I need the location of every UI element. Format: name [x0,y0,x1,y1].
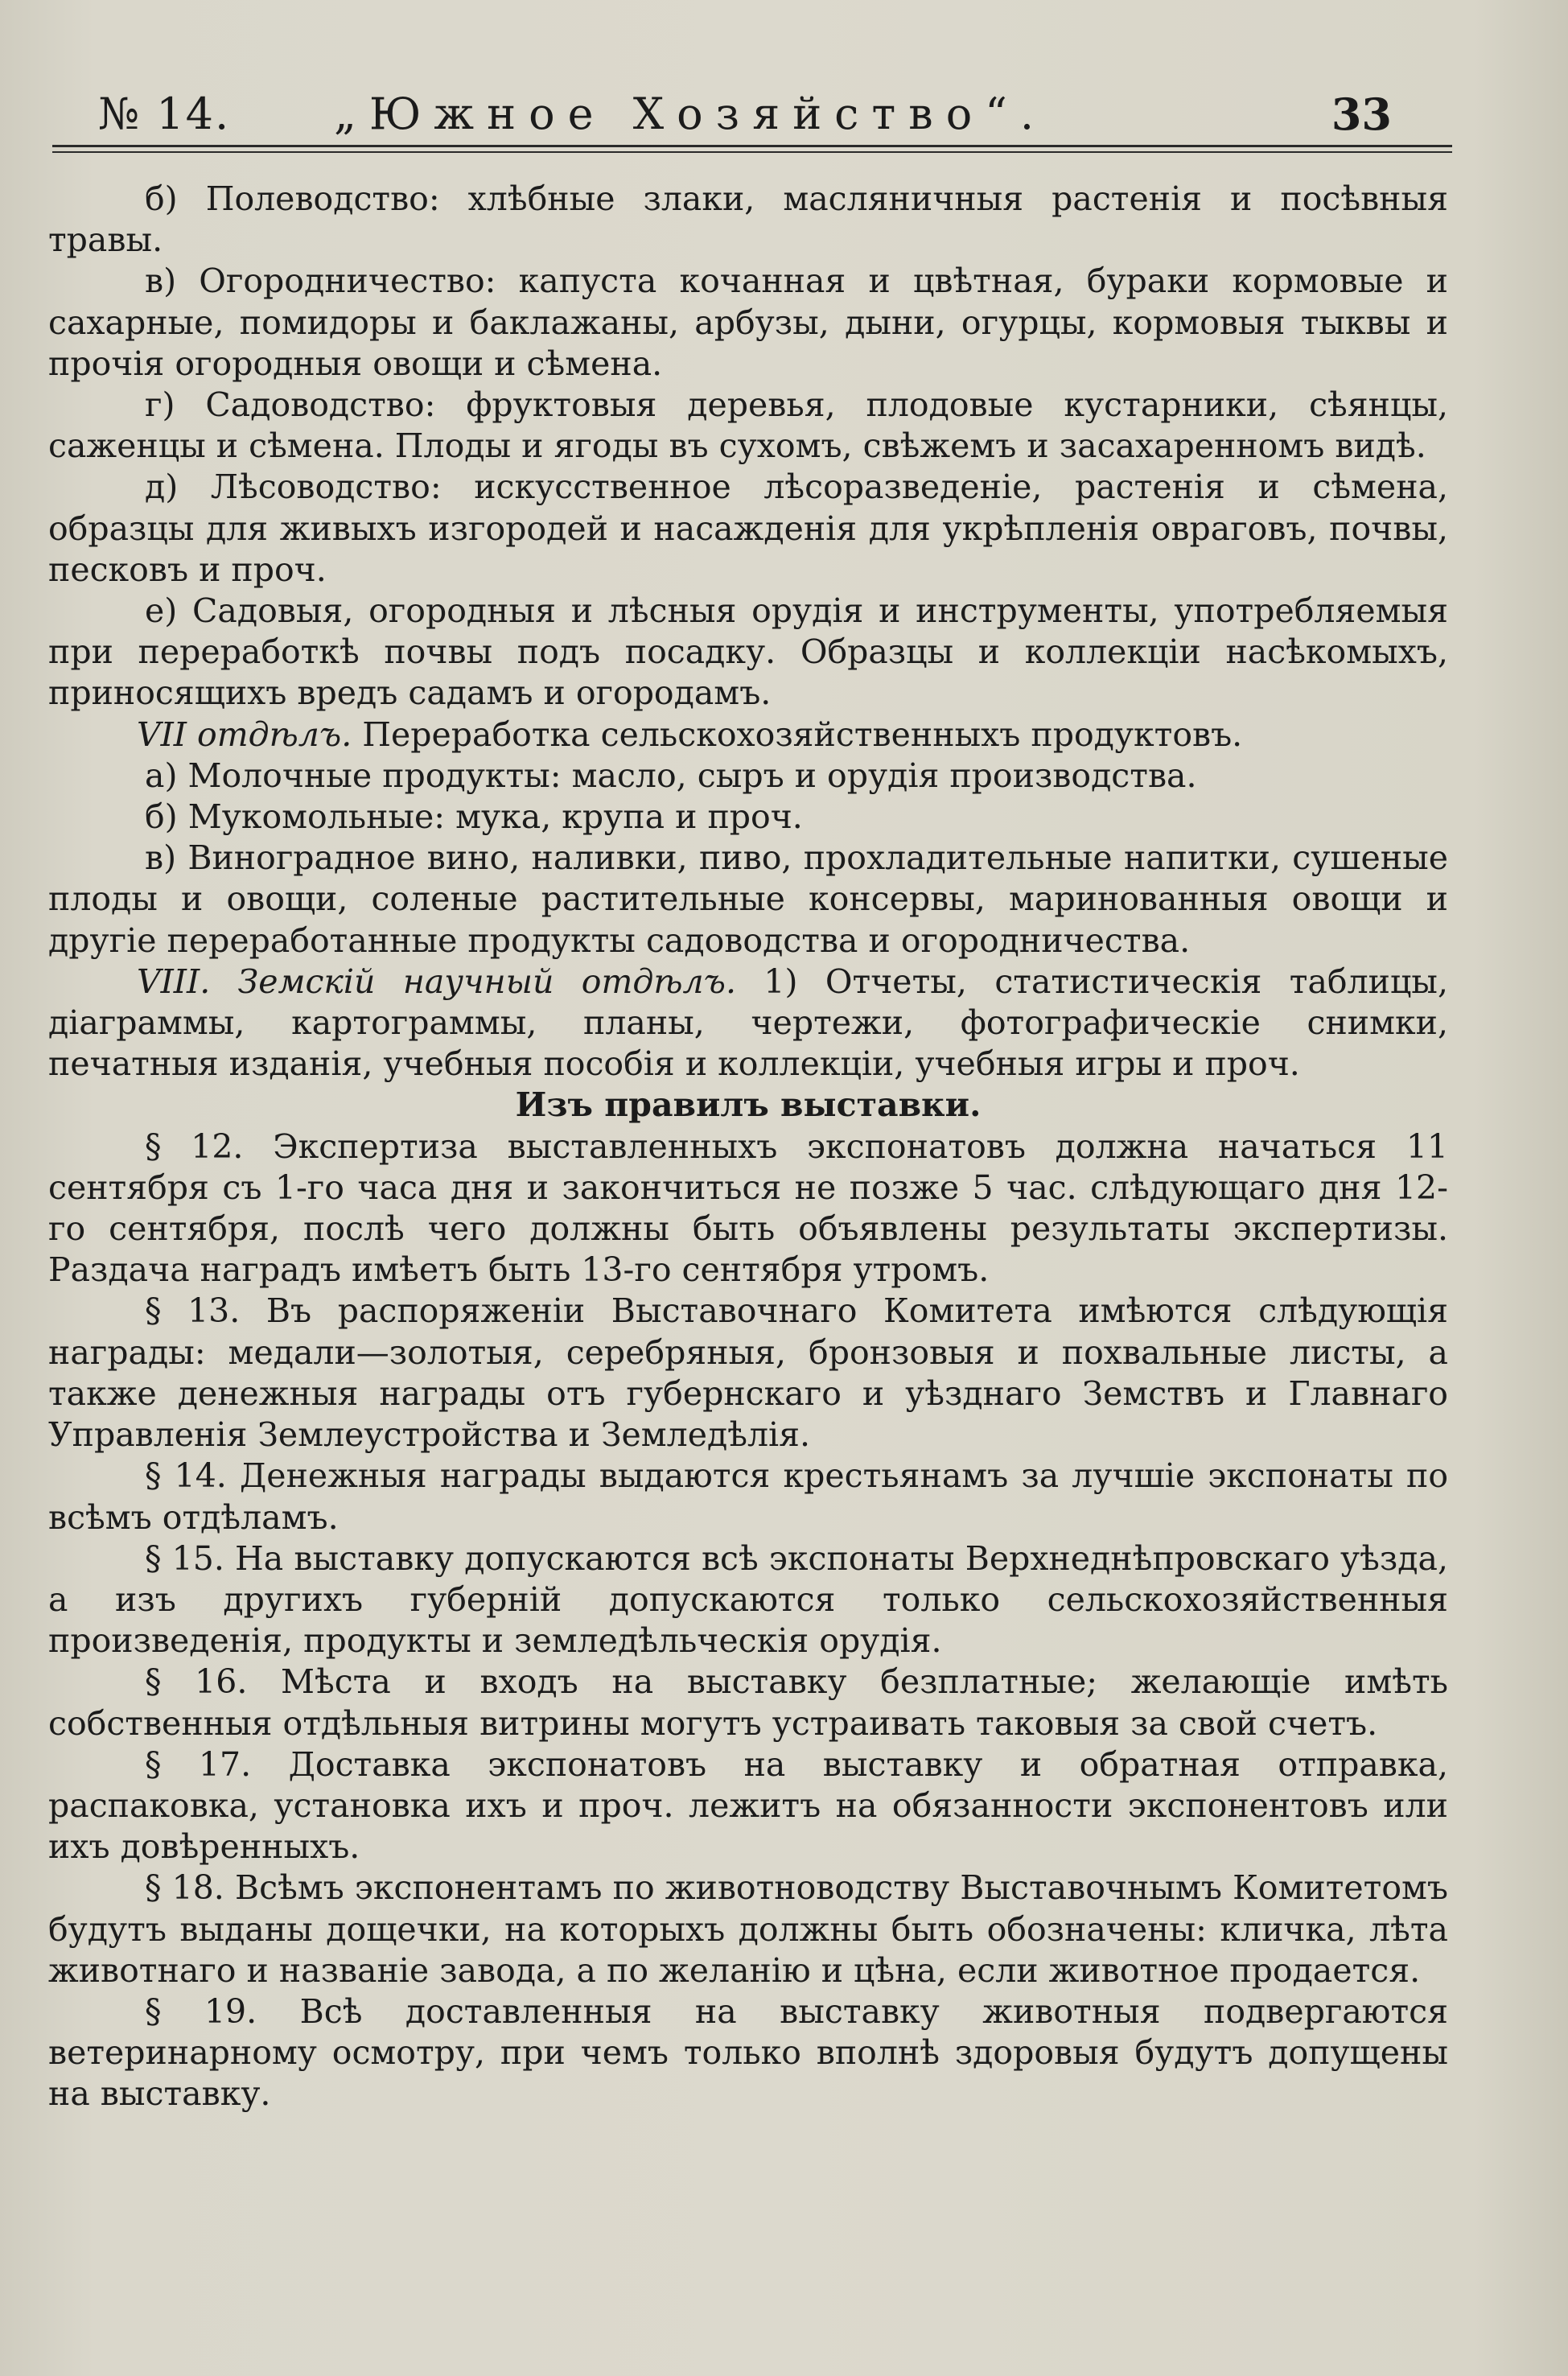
header-rule-thin [52,151,1452,153]
rule-15: § 15. На выставку допускаются всѣ экспонаты Верхнеднѣпровскаго уѣзда, а изъ другихъ губерній допускаются только сельскохозяйственныя произведенія, продукты и земледѣльческія орудія. [48,1538,1448,1661]
item-beverages-preserves: в) Виноградное вино, наливки, пиво, прохладительные напитки, сушеные плоды и овощи, соленые растительные консервы, маринованныя овощи и другіе переработанные продукты садоводства и огородничества. [48,838,1448,960]
item-field-crops: б) Полеводство: хлѣбные злаки, масляничныя растенія и посѣвныя травы. [48,179,1448,260]
rule-16: § 16. Мѣста и входъ на выставку безплатные; желающіе имѣть собственныя отдѣльныя витрины могутъ устраивать таковыя за свой счетъ. [48,1662,1448,1743]
department-7-title: Переработка сельскохозяйственныхъ продуктовъ. [362,714,1243,754]
page-header [52,80,1436,145]
page-body [48,179,1448,2115]
header-rule-thick [52,145,1452,147]
item-vegetable-growing: в) Огородничество: капуста кочанная и цвѣтная, бураки кормовые и сахарные, помидоры и баклажаны, арбузы, дыни, огурцы, кормовыя тыквы и прочія огородныя овощи и сѣмена. [48,261,1448,383]
department-7-heading [48,714,1448,756]
department-8-text: 1) Отчеты, статистическія таблицы, діаграммы, картограммы, планы, чертежи, фотографическіе снимки, печатныя изданія, учебныя пособія и коллекціи, учебныя игры и проч. [48,962,1448,1084]
item-tools-insects: е) Садовыя, огородныя и лѣсныя орудія и инструменты, употребляемыя при переработкѣ почвы подъ посадку. Образцы и коллекціи насѣкомыхъ, приносящихъ вредъ садамъ и огородамъ. [48,591,1448,713]
rule-13: § 13. Въ распоряженіи Выставочнаго Комитета имѣются слѣдующія награды: медали—золотыя, серебряныя, бронзовыя и похвальные листы, а также денежныя награды отъ губернскаго и уѣзднаго Земствъ и Главнаго Управленія Землеустройства и Земледѣлія. [48,1291,1448,1455]
rule-17: § 17. Доставка экспонатовъ на выставку и обратная отправка, распаковка, установка ихъ и проч. лежитъ на обязанности экспонентовъ или ихъ довѣренныхъ. [48,1744,1448,1867]
department-7-label: VII отдѣлъ. [137,714,352,754]
department-8-paragraph [48,962,1448,1085]
item-milling: б) Мукомольные: мука, крупа и проч. [145,797,803,837]
rule-12: § 12. Экспертиза выставленныхъ экспонатовъ должна начаться 11 сентября съ 1-го часа дня и закончиться не позже 5 час. слѣдующаго дня 12-го сентября, послѣ чего должны быть объявлены результаты экспертизы. Раздача наградъ имѣетъ быть 13-го сентября утромъ. [48,1126,1448,1290]
rule-14: § 14. Денежныя награды выдаются крестьянамъ за лучшіе экспонаты по всѣмъ отдѣламъ. [48,1456,1448,1537]
item-forestry: д) Лѣсоводство: искусственное лѣсоразведеніе, растенія и сѣмена, образцы для живыхъ изгородей и насажденія для укрѣпленія овраговъ, почвы, песковъ и проч. [48,467,1448,589]
issue-number: № 14. [98,89,231,139]
item-dairy: а) Молочные продукты: масло, сыръ и орудія производства. [145,756,1197,795]
page-number: 33 [1331,89,1392,140]
rules-heading: Изъ правилъ выставки. [515,1085,982,1125]
department-8-label: VIII. Земскій научный отдѣлъ. [137,962,736,1001]
rule-19: § 19. Всѣ доставленныя на выставку животныя подвергаются ветеринарному осмотру, при чемъ только вполнѣ здоровыя будутъ допущены на выставку. [48,1991,1448,2114]
journal-title: „Южное Хозяйство“. [334,89,1047,139]
item-horticulture: г) Садоводство: фруктовыя деревья, плодовые кустарники, сѣянцы, саженцы и сѣмена. Плоды и ягоды въ сухомъ, свѣжемъ и засахаренномъ видѣ. [48,385,1448,466]
rule-18: § 18. Всѣмъ экспонентамъ по животноводству Выставочнымъ Комитетомъ будутъ выданы дощечки, на которыхъ должны быть обозначены: кличка, лѣта животнаго и названіе завода, а по желанію и цѣна, если животное продается. [48,1868,1448,1990]
